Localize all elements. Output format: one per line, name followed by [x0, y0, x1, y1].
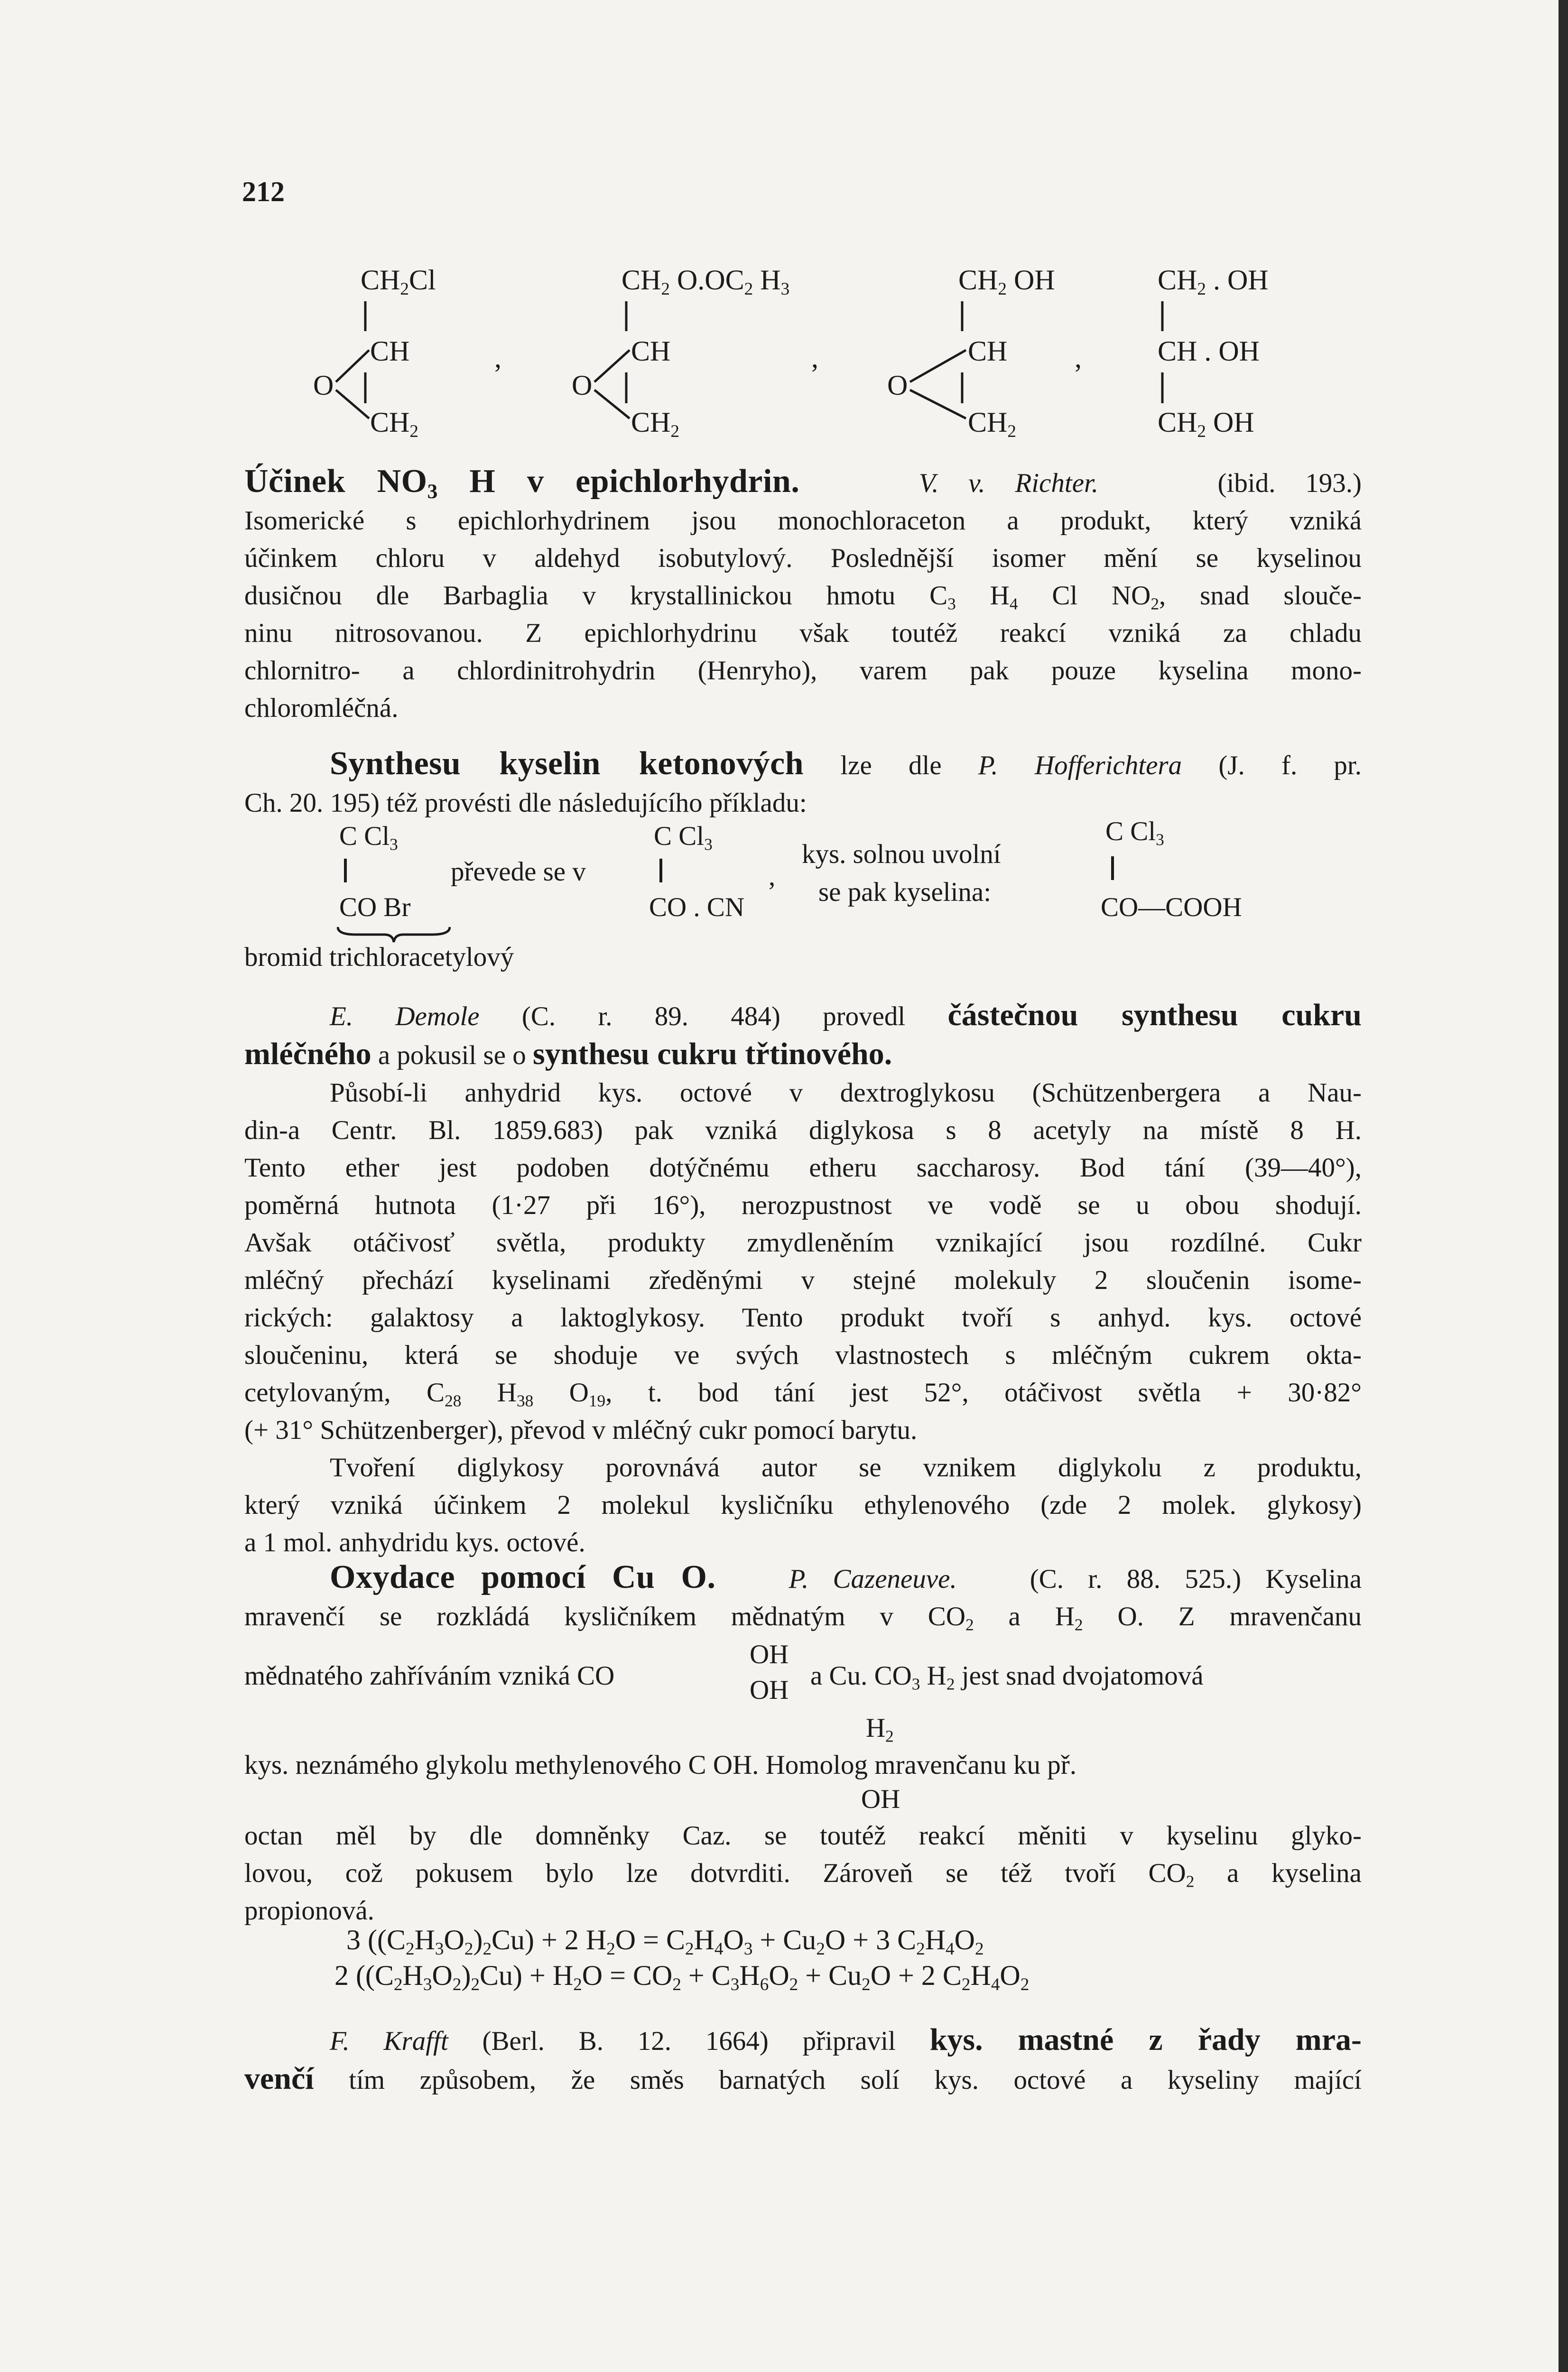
formula-bonds: [1158, 266, 1253, 446]
text-line: cetylovaným, $C_{28}$ $H_{38}$ $O_{19}$, t. bod tání jest 52°, otáčivost světla + 30·82°: [244, 1378, 1362, 1410]
text-line: sloučeninu, která se shoduje ve svých vlastnostech s mléčným cukrem okta-: [244, 1340, 1362, 1370]
text-line: [244, 2021, 1362, 2060]
scheme-word1: převede se v: [451, 857, 586, 887]
text-line: Tento ether jest podoben dotýčnému etheru saccharosy. Bod tání (39—40°),: [244, 1153, 1362, 1183]
text: a pokusil se o: [378, 1040, 526, 1070]
emphasis: venčí: [244, 2061, 314, 2096]
scheme-label: bromid trichloracetylový: [244, 942, 514, 972]
text-line: [244, 2060, 1362, 2099]
formula-comma: ,: [494, 342, 501, 373]
formula-oxygen: O: [572, 370, 593, 401]
text-line: Ch. 20. 195) též provésti dle následujícího příkladu:: [244, 788, 807, 818]
scheme-bond: [344, 859, 347, 882]
text: (C. r. 89. 484) provedl: [521, 1001, 906, 1031]
section-fatty-acids: [244, 2021, 1362, 2099]
text-line: mědnatého zahříváním vzniká CO: [244, 1661, 615, 1691]
stacked-oh: OH: [750, 1640, 789, 1669]
text-line: chloromléčná.: [244, 693, 399, 723]
text-line: rických: galaktosy a laktoglykosy. Tento produkt tvoří s anhyd. kys. octové: [244, 1303, 1362, 1333]
section-epichlorhydrin: [244, 463, 1362, 727]
text-line: chlornitro- a chlordinitrohydrin (Henryho), varem pak pouze kyselina mono-: [244, 656, 1362, 686]
formula-bot: $CH_2$: [370, 407, 418, 442]
author: V. v. Richter.: [919, 468, 1099, 498]
text: tím způsobem, že směs barnatých solí kys. octové a kyseliny mající: [349, 2065, 1362, 2095]
formula-oxygen: O: [313, 370, 334, 401]
author: P. Hofferichtera: [978, 751, 1182, 780]
formula-bonds: [887, 266, 1011, 446]
formula-bot: $CH_2$: [968, 407, 1016, 442]
section-oxidation: [244, 1558, 1362, 1635]
text-line: a 1 mol. anhydridu kys. octové.: [244, 1528, 585, 1557]
equation: 3 $((C_2H_3O_2)_2Cu) + 2$ $H_2O = C_2H_4O_3 + Cu_2O + 3$ $C_2H_4O_2$: [346, 1924, 984, 1959]
section-heading-line: [244, 745, 1362, 784]
formula-bonds: [543, 266, 667, 446]
text-line: [244, 996, 1362, 1035]
formula-mid: CH . OH: [1158, 335, 1260, 367]
heading-ucinek: Účinek $NO_3$ H v epichlorhydrin.: [244, 463, 800, 503]
text-line: kys. neznámého glykolu methylenového C OH. Homolog mravenčanu ku př.: [244, 1750, 1076, 1780]
text-line: octan měl by dle domněnky Caz. se toutéž reakcí měniti v kyselinu glyko-: [244, 1821, 1362, 1851]
scheme-comma: ,: [769, 862, 776, 891]
formula-comma: ,: [811, 342, 818, 373]
section-heading-line: [244, 1558, 1362, 1598]
text-line: a Cu. $CO_3$ $H_2$ jest snad dvojatomová: [810, 1661, 1204, 1694]
scheme-word2b: se pak kyselina:: [818, 877, 992, 907]
scheme-b-bot: CO . CN: [649, 892, 745, 922]
formula-mid: CH: [968, 335, 1008, 367]
scheme-bond: [659, 859, 662, 882]
text-line: Avšak otáčivosť světla, produkty zmydleněním vznikající jsou rozdílné. Cukr: [244, 1228, 1362, 1258]
text-line: Působí-li anhydrid kys. octové v dextroglykosu (Schützenbergera a Nau-: [330, 1078, 1362, 1108]
scheme-c-bot: CO—COOH: [1101, 892, 1242, 922]
emphasis: kys. mastné z řady mra-: [929, 2022, 1362, 2057]
formula-oxygen: O: [887, 370, 908, 401]
heading-synthesu: Synthesu kyselin ketonových: [330, 745, 804, 782]
section-lactose: [244, 996, 1362, 1561]
text-line: propionová.: [244, 1896, 374, 1926]
scheme-word2a: kys. solnou uvolní: [802, 839, 1001, 869]
text-line: mravenčí se rozkládá kysličníkem mědnatým v $CO_2$ a $H_2$ O. Z mravenčanu: [244, 1602, 1362, 1634]
section-heading-line: [244, 463, 1362, 502]
emphasis: synthesu cukru třtinového.: [533, 1037, 892, 1071]
emphasis: mléčného: [244, 1037, 371, 1071]
scheme-a-top: C $Cl_3$: [339, 821, 398, 854]
author: E. Demole: [330, 1001, 480, 1031]
text-line: poměrná hutnota (1·27 při 16°), nerozpustnost ve vodě se u obou shodují.: [244, 1190, 1362, 1220]
formula-mid: CH: [370, 335, 410, 367]
formula-top: $CH_2$ OH: [958, 264, 1055, 299]
text: (Berl. B. 12. 1664) připravil: [482, 2026, 896, 2056]
text-line: [244, 1035, 1362, 1074]
formula-bonds: [313, 266, 408, 446]
text-line: (+ 31° Schützenberger), převod v mléčný cukr pomocí barytu.: [244, 1415, 918, 1445]
reference: (J. f. pr.: [1218, 751, 1362, 780]
text-line: který vzniká účinkem 2 molekul kysličníku ethylenového (zde 2 molek. glykosy): [244, 1490, 1362, 1520]
author: F. Krafft: [330, 2026, 448, 2056]
equation: 2 $((C_2H_3O_2)_2Cu) + H_2O = CO_2 + C_3H_6O_2 + Cu_2O + 2$ $C_2H_4O_2$: [334, 1960, 1030, 1995]
author: P. Cazeneuve.: [789, 1564, 957, 1594]
formula-top: $CH_2Cl$: [361, 264, 436, 299]
section-ketonic-acids: [244, 745, 1362, 822]
underbrace: [337, 925, 451, 944]
scheme-bond: [1111, 856, 1114, 880]
formula-bot: $CH_2$ OH: [1158, 407, 1254, 442]
formula-bot: $CH_2$: [631, 407, 679, 442]
heading-oxydace: Oxydace pomocí Cu O.: [330, 1559, 716, 1595]
text-line: Tvoření diglykosy porovnává autor se vznikem diglykolu z produktu,: [330, 1453, 1362, 1482]
stacked-h2: $H_2$: [866, 1713, 894, 1746]
page-number: 212: [242, 176, 285, 207]
formula-top: $CH_2$ $O.OC_2$ $H_3$: [622, 264, 790, 299]
text-line: mléčný přechází kyselinami zředěnými v stejné molekuly 2 sloučenin isome-: [244, 1265, 1362, 1295]
text: lze dle: [840, 751, 942, 780]
scheme-c-top: C $Cl_3$: [1105, 816, 1164, 849]
emphasis: částečnou synthesu cukru: [947, 998, 1362, 1032]
formula-top: $CH_2$ . OH: [1158, 264, 1269, 299]
scheme-a-bot: CO Br: [339, 892, 411, 922]
text-line: lovou, což pokusem bylo lze dotvrditi. Zároveň se též tvoří $CO_2$ a kyselina: [244, 1858, 1362, 1891]
text-line: dusičnou dle Barbaglia v krystallinickou hmotu $C_3$ $H_4$ Cl $NO_2$, snad slouče-: [244, 581, 1362, 613]
scheme-b-top: C $Cl_3$: [654, 821, 713, 854]
text-line: účinkem chloru v aldehyd isobutylový. Poslednější isomer mění se kyselinou: [244, 543, 1362, 573]
page-edge: [1559, 0, 1568, 2372]
formula-comma: ,: [1075, 342, 1082, 373]
text-line: Isomerické s epichlorhydrinem jsou monochloraceton a produkt, který vzniká: [244, 506, 1362, 536]
text-line: ninu nitrosovanou. Z epichlorhydrinu však toutéž reakcí vzniká za chladu: [244, 618, 1362, 648]
formula-mid: CH: [631, 335, 671, 367]
stacked-oh: OH: [750, 1675, 789, 1705]
reference: (ibid. 193.): [1217, 468, 1362, 498]
reference: (C. r. 88. 525.) Kyselina: [1030, 1564, 1362, 1594]
stacked-oh: OH: [861, 1784, 900, 1814]
text-line: din-a Centr. Bl. 1859.683) pak vzniká diglykosa s 8 acetyly na místě 8 H.: [244, 1115, 1362, 1145]
section-oxidation-cont: [244, 1817, 1362, 1929]
